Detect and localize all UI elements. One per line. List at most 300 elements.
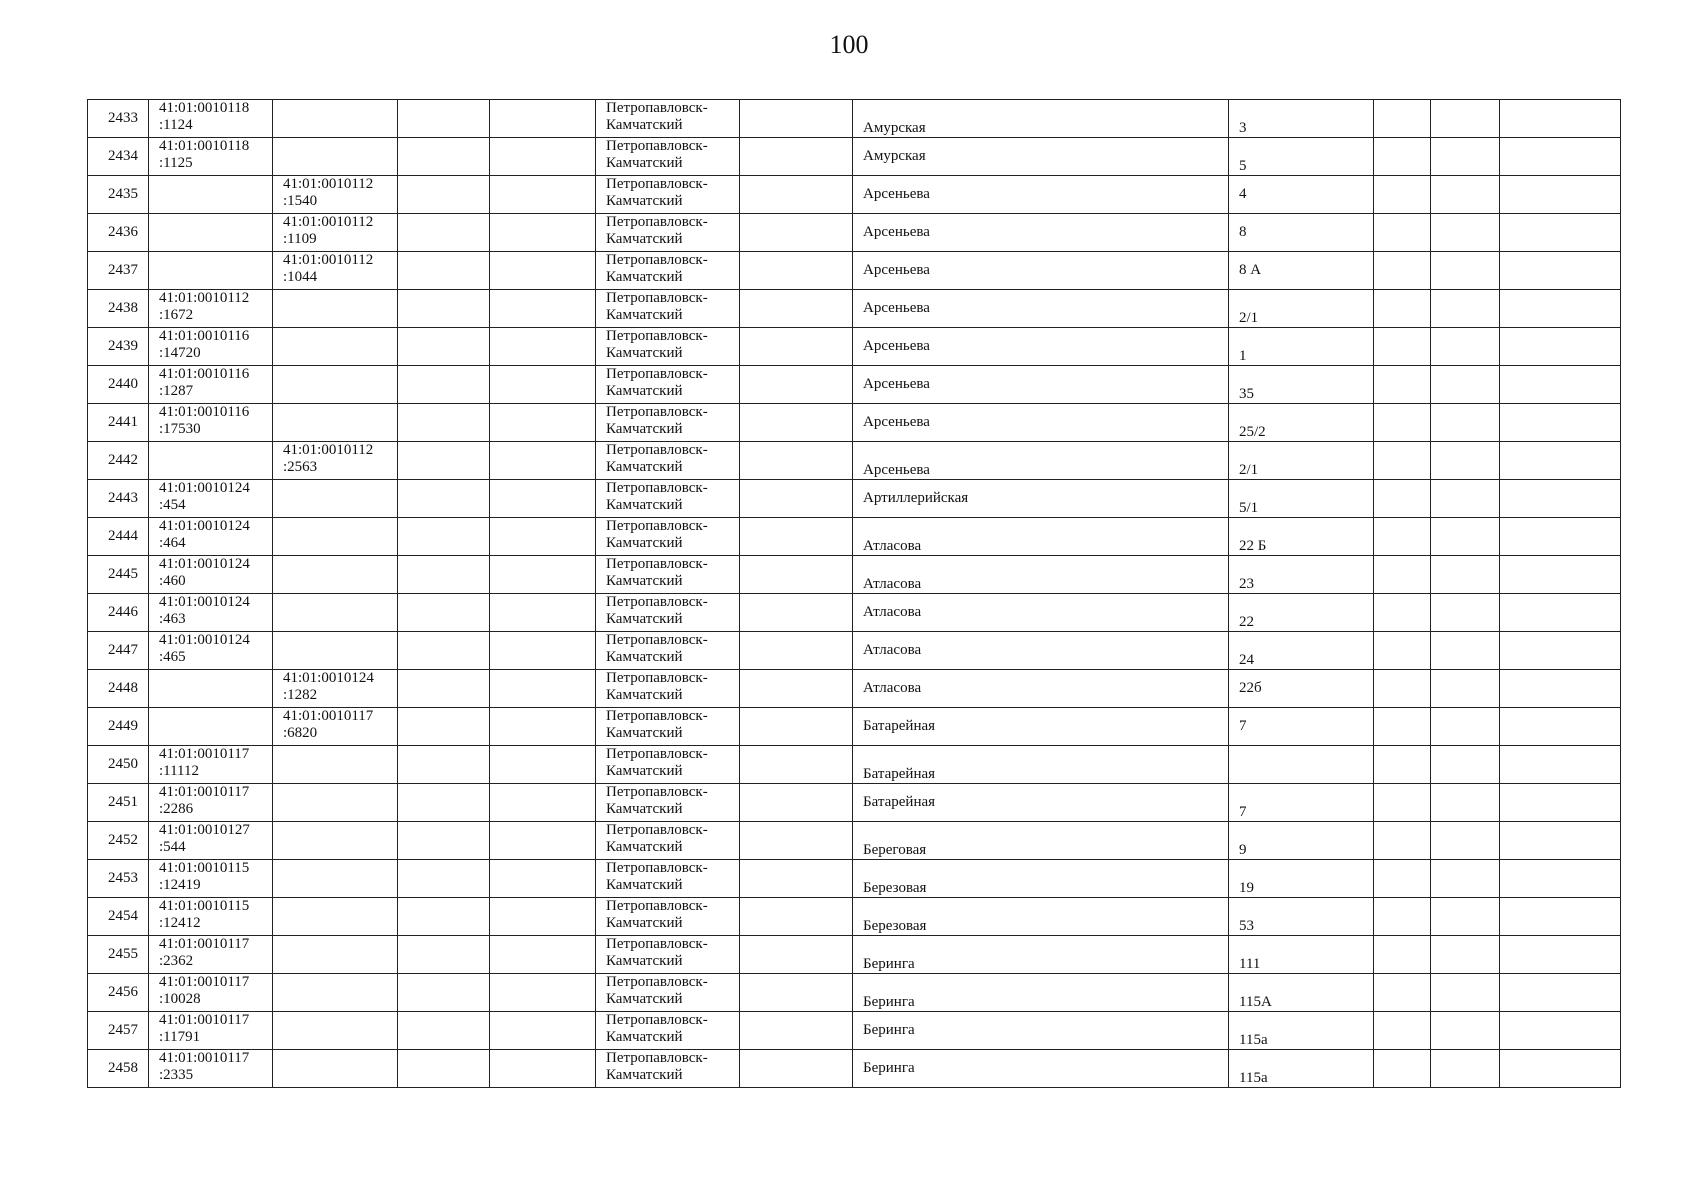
row-number-cell bbox=[88, 138, 149, 176]
city-line: Камчатский bbox=[606, 307, 683, 323]
street-name: Береговая bbox=[863, 842, 927, 858]
row-number-cell bbox=[88, 556, 149, 594]
cadastral-number-alt-cell bbox=[273, 670, 398, 708]
cadastral-number-alt-cell bbox=[273, 746, 398, 784]
empty-cell bbox=[1431, 746, 1500, 784]
table-row bbox=[88, 556, 1621, 594]
house-number-cell bbox=[1229, 898, 1374, 936]
empty-cell bbox=[740, 176, 853, 214]
cadastral-number-alt-cell bbox=[273, 404, 398, 442]
empty-cell bbox=[398, 974, 490, 1012]
cadastral-number-line: 41:01:0010118 bbox=[159, 100, 250, 116]
street-name: Беринга bbox=[863, 956, 915, 972]
house-number: 53 bbox=[1239, 918, 1254, 934]
house-number-cell bbox=[1229, 974, 1374, 1012]
cadastral-number-line: :10028 bbox=[159, 991, 201, 1007]
cadastral-number-cell bbox=[149, 366, 273, 404]
cadastral-number-cell bbox=[149, 518, 273, 556]
empty-cell bbox=[1500, 252, 1621, 290]
row-number: 2451 bbox=[108, 794, 138, 810]
row-number: 2454 bbox=[108, 908, 138, 924]
row-number-cell bbox=[88, 100, 149, 138]
city-line: Петропавловск- bbox=[606, 252, 708, 268]
cadastral-number-line: 41:01:0010117 bbox=[159, 974, 250, 990]
cadastral-number-line: 41:01:0010117 bbox=[159, 746, 250, 762]
house-number: 22б bbox=[1239, 680, 1262, 696]
cadastral-number-line: 41:01:0010116 bbox=[159, 366, 250, 382]
city-cell bbox=[596, 252, 740, 290]
cadastral-number-alt-cell bbox=[273, 784, 398, 822]
row-number: 2445 bbox=[108, 566, 138, 582]
city-line: Камчатский bbox=[606, 1029, 683, 1045]
row-number-cell bbox=[88, 366, 149, 404]
row-number: 2456 bbox=[108, 984, 138, 1000]
cadastral-number-cell bbox=[149, 138, 273, 176]
row-number-cell bbox=[88, 708, 149, 746]
street-cell bbox=[853, 214, 1229, 252]
cadastral-number-line: :463 bbox=[159, 611, 186, 627]
empty-cell bbox=[1431, 214, 1500, 252]
city-cell bbox=[596, 594, 740, 632]
table-row bbox=[88, 1012, 1621, 1050]
row-number: 2444 bbox=[108, 528, 138, 544]
city-cell bbox=[596, 290, 740, 328]
row-number-cell bbox=[88, 936, 149, 974]
city-line: Камчатский bbox=[606, 535, 683, 551]
empty-cell bbox=[740, 518, 853, 556]
city-line: Петропавловск- bbox=[606, 670, 708, 686]
city-line: Петропавловск- bbox=[606, 290, 708, 306]
house-number-cell bbox=[1229, 708, 1374, 746]
empty-cell bbox=[490, 670, 596, 708]
cadastral-number-alt-cell bbox=[273, 974, 398, 1012]
row-number-cell bbox=[88, 594, 149, 632]
row-number: 2449 bbox=[108, 718, 138, 734]
cadastral-number-cell bbox=[149, 784, 273, 822]
row-number: 2433 bbox=[108, 110, 138, 126]
city-line: Камчатский bbox=[606, 991, 683, 1007]
property-registry-table bbox=[87, 99, 1621, 1088]
empty-cell bbox=[1500, 974, 1621, 1012]
house-number-cell bbox=[1229, 366, 1374, 404]
cadastral-number-alt-cell bbox=[273, 480, 398, 518]
empty-cell bbox=[490, 822, 596, 860]
cadastral-number-alt-cell bbox=[273, 328, 398, 366]
row-number-cell bbox=[88, 860, 149, 898]
row-number: 2436 bbox=[108, 224, 138, 240]
city-line: Петропавловск- bbox=[606, 556, 708, 572]
empty-cell bbox=[490, 100, 596, 138]
table-row bbox=[88, 404, 1621, 442]
city-line: Петропавловск- bbox=[606, 442, 708, 458]
empty-cell bbox=[1374, 252, 1431, 290]
street-cell bbox=[853, 328, 1229, 366]
house-number-cell bbox=[1229, 860, 1374, 898]
street-cell bbox=[853, 138, 1229, 176]
cadastral-number-line: :2362 bbox=[159, 953, 194, 969]
table-row bbox=[88, 480, 1621, 518]
street-cell bbox=[853, 1050, 1229, 1088]
empty-cell bbox=[398, 404, 490, 442]
house-number-cell bbox=[1229, 594, 1374, 632]
row-number: 2443 bbox=[108, 490, 138, 506]
city-cell bbox=[596, 328, 740, 366]
row-number: 2446 bbox=[108, 604, 138, 620]
empty-cell bbox=[740, 974, 853, 1012]
city-line: Камчатский bbox=[606, 459, 683, 475]
cadastral-number-alt-cell bbox=[273, 176, 398, 214]
table-row bbox=[88, 366, 1621, 404]
table-row bbox=[88, 176, 1621, 214]
empty-cell bbox=[740, 936, 853, 974]
street-name: Атласова bbox=[863, 604, 922, 620]
table-row bbox=[88, 1050, 1621, 1088]
empty-cell bbox=[1374, 746, 1431, 784]
empty-cell bbox=[740, 328, 853, 366]
row-number: 2447 bbox=[108, 642, 138, 658]
empty-cell bbox=[1500, 822, 1621, 860]
city-line: Петропавловск- bbox=[606, 898, 708, 914]
empty-cell bbox=[1431, 974, 1500, 1012]
street-name: Арсеньева bbox=[863, 462, 930, 478]
empty-cell bbox=[1500, 100, 1621, 138]
house-number: 111 bbox=[1239, 956, 1261, 972]
cadastral-number-cell bbox=[149, 898, 273, 936]
city-line: Камчатский bbox=[606, 725, 683, 741]
empty-cell bbox=[1374, 670, 1431, 708]
cadastral-number-alt-cell bbox=[273, 594, 398, 632]
empty-cell bbox=[1500, 518, 1621, 556]
empty-cell bbox=[398, 328, 490, 366]
empty-cell bbox=[490, 518, 596, 556]
empty-cell bbox=[398, 860, 490, 898]
row-number: 2435 bbox=[108, 186, 138, 202]
empty-cell bbox=[490, 366, 596, 404]
cadastral-number-line: :544 bbox=[159, 839, 186, 855]
empty-cell bbox=[1500, 746, 1621, 784]
row-number: 2437 bbox=[108, 262, 138, 278]
street-cell bbox=[853, 936, 1229, 974]
house-number-cell bbox=[1229, 670, 1374, 708]
city-cell bbox=[596, 366, 740, 404]
house-number-cell bbox=[1229, 404, 1374, 442]
cadastral-number-cell bbox=[149, 1012, 273, 1050]
empty-cell bbox=[1500, 366, 1621, 404]
row-number-cell bbox=[88, 898, 149, 936]
table-row bbox=[88, 822, 1621, 860]
row-number-cell bbox=[88, 252, 149, 290]
street-name: Атласова bbox=[863, 680, 922, 696]
city-line: Камчатский bbox=[606, 117, 683, 133]
street-cell bbox=[853, 670, 1229, 708]
row-number-cell bbox=[88, 822, 149, 860]
empty-cell bbox=[1431, 708, 1500, 746]
table-row bbox=[88, 670, 1621, 708]
house-number-cell bbox=[1229, 518, 1374, 556]
table-row bbox=[88, 252, 1621, 290]
empty-cell bbox=[1431, 860, 1500, 898]
house-number-cell bbox=[1229, 328, 1374, 366]
house-number-cell bbox=[1229, 100, 1374, 138]
street-cell bbox=[853, 404, 1229, 442]
empty-cell bbox=[1374, 518, 1431, 556]
city-line: Петропавловск- bbox=[606, 138, 708, 154]
cadastral-number-line: :460 bbox=[159, 573, 186, 589]
street-cell bbox=[853, 100, 1229, 138]
cadastral-number-cell bbox=[149, 594, 273, 632]
row-number-cell bbox=[88, 670, 149, 708]
row-number: 2438 bbox=[108, 300, 138, 316]
cadastral-number-alt-cell bbox=[273, 1012, 398, 1050]
city-cell bbox=[596, 898, 740, 936]
cadastral-number-alt-cell bbox=[273, 708, 398, 746]
house-number: 5/1 bbox=[1239, 500, 1259, 516]
empty-cell bbox=[740, 480, 853, 518]
cadastral-number-alt-line: :1282 bbox=[283, 687, 318, 703]
empty-cell bbox=[1431, 594, 1500, 632]
empty-cell bbox=[1374, 404, 1431, 442]
house-number: 7 bbox=[1239, 718, 1247, 734]
empty-cell bbox=[1374, 556, 1431, 594]
street-cell bbox=[853, 480, 1229, 518]
city-line: Петропавловск- bbox=[606, 746, 708, 762]
house-number-cell bbox=[1229, 138, 1374, 176]
city-cell bbox=[596, 176, 740, 214]
table-row bbox=[88, 518, 1621, 556]
city-line: Камчатский bbox=[606, 763, 683, 779]
cadastral-number-line: :1287 bbox=[159, 383, 194, 399]
empty-cell bbox=[398, 822, 490, 860]
house-number-cell bbox=[1229, 442, 1374, 480]
table-row bbox=[88, 936, 1621, 974]
cadastral-number-cell bbox=[149, 860, 273, 898]
empty-cell bbox=[398, 670, 490, 708]
empty-cell bbox=[1431, 290, 1500, 328]
row-number-cell bbox=[88, 404, 149, 442]
street-name: Амурская bbox=[863, 148, 926, 164]
table-row bbox=[88, 746, 1621, 784]
cadastral-number-cell bbox=[149, 708, 273, 746]
empty-cell bbox=[1500, 670, 1621, 708]
empty-cell bbox=[1374, 480, 1431, 518]
city-cell bbox=[596, 100, 740, 138]
empty-cell bbox=[1431, 442, 1500, 480]
row-number: 2458 bbox=[108, 1060, 138, 1076]
cadastral-number-cell bbox=[149, 936, 273, 974]
empty-cell bbox=[398, 442, 490, 480]
street-cell bbox=[853, 290, 1229, 328]
city-line: Петропавловск- bbox=[606, 822, 708, 838]
empty-cell bbox=[1500, 328, 1621, 366]
empty-cell bbox=[740, 746, 853, 784]
empty-cell bbox=[1431, 898, 1500, 936]
cadastral-number-alt-line: :6820 bbox=[283, 725, 318, 741]
cadastral-number-alt-line: 41:01:0010117 bbox=[283, 708, 374, 724]
empty-cell bbox=[1374, 100, 1431, 138]
city-line: Петропавловск- bbox=[606, 1012, 708, 1028]
city-cell bbox=[596, 518, 740, 556]
city-line: Камчатский bbox=[606, 687, 683, 703]
cadastral-number-line: :11791 bbox=[159, 1029, 201, 1045]
empty-cell bbox=[398, 936, 490, 974]
empty-cell bbox=[1500, 290, 1621, 328]
empty-cell bbox=[740, 556, 853, 594]
empty-cell bbox=[1500, 1012, 1621, 1050]
row-number-cell bbox=[88, 176, 149, 214]
row-number: 2448 bbox=[108, 680, 138, 696]
empty-cell bbox=[398, 784, 490, 822]
city-line: Петропавловск- bbox=[606, 1050, 708, 1066]
house-number: 7 bbox=[1239, 804, 1247, 820]
empty-cell bbox=[490, 480, 596, 518]
empty-cell bbox=[1374, 1050, 1431, 1088]
cadastral-number-alt-cell bbox=[273, 822, 398, 860]
empty-cell bbox=[398, 746, 490, 784]
empty-cell bbox=[490, 784, 596, 822]
cadastral-number-alt-line: 41:01:0010112 bbox=[283, 252, 374, 268]
row-number-cell bbox=[88, 746, 149, 784]
house-number-cell bbox=[1229, 176, 1374, 214]
street-name: Арсеньева bbox=[863, 414, 930, 430]
empty-cell bbox=[490, 1050, 596, 1088]
city-cell bbox=[596, 974, 740, 1012]
city-cell bbox=[596, 784, 740, 822]
street-name: Арсеньева bbox=[863, 376, 930, 392]
street-name: Батарейная bbox=[863, 766, 936, 782]
cadastral-number-alt-line: 41:01:0010112 bbox=[283, 442, 374, 458]
cadastral-number-cell bbox=[149, 974, 273, 1012]
cadastral-number-cell bbox=[149, 328, 273, 366]
city-cell bbox=[596, 936, 740, 974]
house-number-cell bbox=[1229, 480, 1374, 518]
empty-cell bbox=[398, 556, 490, 594]
house-number: 115а bbox=[1239, 1032, 1268, 1048]
cadastral-number-cell bbox=[149, 252, 273, 290]
city-line: Петропавловск- bbox=[606, 632, 708, 648]
cadastral-number-line: 41:01:0010115 bbox=[159, 898, 250, 914]
house-number: 1 bbox=[1239, 348, 1247, 364]
row-number-cell bbox=[88, 1050, 149, 1088]
street-cell bbox=[853, 746, 1229, 784]
street-name: Батарейная bbox=[863, 794, 936, 810]
house-number: 8 А bbox=[1239, 262, 1262, 278]
house-number-cell bbox=[1229, 1050, 1374, 1088]
house-number: 22 bbox=[1239, 614, 1254, 630]
cadastral-number-line: 41:01:0010124 bbox=[159, 480, 250, 496]
table-row bbox=[88, 860, 1621, 898]
cadastral-number-line: :465 bbox=[159, 649, 186, 665]
empty-cell bbox=[398, 518, 490, 556]
row-number-cell bbox=[88, 1012, 149, 1050]
cadastral-number-alt-line: :1109 bbox=[283, 231, 317, 247]
empty-cell bbox=[740, 784, 853, 822]
empty-cell bbox=[1431, 252, 1500, 290]
table-row bbox=[88, 708, 1621, 746]
house-number: 24 bbox=[1239, 652, 1254, 668]
empty-cell bbox=[1500, 138, 1621, 176]
city-line: Петропавловск- bbox=[606, 708, 708, 724]
city-line: Камчатский bbox=[606, 231, 683, 247]
cadastral-number-cell bbox=[149, 100, 273, 138]
empty-cell bbox=[490, 746, 596, 784]
empty-cell bbox=[490, 632, 596, 670]
empty-cell bbox=[1431, 822, 1500, 860]
city-line: Петропавловск- bbox=[606, 480, 708, 496]
cadastral-number-alt-line: :1044 bbox=[283, 269, 318, 285]
empty-cell bbox=[740, 822, 853, 860]
city-cell bbox=[596, 214, 740, 252]
empty-cell bbox=[490, 594, 596, 632]
empty-cell bbox=[740, 860, 853, 898]
table-row bbox=[88, 138, 1621, 176]
street-cell bbox=[853, 822, 1229, 860]
empty-cell bbox=[398, 1050, 490, 1088]
house-number: 2/1 bbox=[1239, 462, 1259, 478]
empty-cell bbox=[398, 1012, 490, 1050]
cadastral-number-alt-cell bbox=[273, 138, 398, 176]
house-number: 3 bbox=[1239, 120, 1247, 136]
empty-cell bbox=[1374, 936, 1431, 974]
street-name: Батарейная bbox=[863, 718, 936, 734]
empty-cell bbox=[1374, 442, 1431, 480]
empty-cell bbox=[740, 100, 853, 138]
empty-cell bbox=[740, 670, 853, 708]
house-number: 19 bbox=[1239, 880, 1254, 896]
house-number-cell bbox=[1229, 290, 1374, 328]
row-number-cell bbox=[88, 632, 149, 670]
street-cell bbox=[853, 632, 1229, 670]
empty-cell bbox=[1500, 898, 1621, 936]
city-line: Петропавловск- bbox=[606, 860, 708, 876]
cadastral-number-line: 41:01:0010116 bbox=[159, 404, 250, 420]
empty-cell bbox=[740, 138, 853, 176]
cadastral-number-line: 41:01:0010124 bbox=[159, 556, 250, 572]
cadastral-number-line: :12412 bbox=[159, 915, 201, 931]
street-name: Арсеньева bbox=[863, 186, 930, 202]
empty-cell bbox=[490, 404, 596, 442]
street-cell bbox=[853, 974, 1229, 1012]
cadastral-number-cell bbox=[149, 1050, 273, 1088]
table-row bbox=[88, 442, 1621, 480]
row-number: 2440 bbox=[108, 376, 138, 392]
empty-cell bbox=[398, 252, 490, 290]
cadastral-number-cell bbox=[149, 746, 273, 784]
empty-cell bbox=[1374, 822, 1431, 860]
empty-cell bbox=[740, 1012, 853, 1050]
empty-cell bbox=[1431, 100, 1500, 138]
city-cell bbox=[596, 746, 740, 784]
house-number-cell bbox=[1229, 214, 1374, 252]
cadastral-number-line: :1125 bbox=[159, 155, 193, 171]
cadastral-number-cell bbox=[149, 290, 273, 328]
street-name: Амурская bbox=[863, 120, 926, 136]
street-name: Березовая bbox=[863, 918, 927, 934]
cadastral-number-line: 41:01:0010116 bbox=[159, 328, 250, 344]
empty-cell bbox=[740, 366, 853, 404]
cadastral-number-cell bbox=[149, 556, 273, 594]
empty-cell bbox=[740, 252, 853, 290]
house-number: 8 bbox=[1239, 224, 1247, 240]
empty-cell bbox=[490, 290, 596, 328]
house-number: 9 bbox=[1239, 842, 1247, 858]
cadastral-number-alt-cell bbox=[273, 860, 398, 898]
cadastral-number-cell bbox=[149, 176, 273, 214]
house-number-cell bbox=[1229, 252, 1374, 290]
empty-cell bbox=[1431, 784, 1500, 822]
empty-cell bbox=[398, 100, 490, 138]
city-cell bbox=[596, 822, 740, 860]
table-row bbox=[88, 898, 1621, 936]
